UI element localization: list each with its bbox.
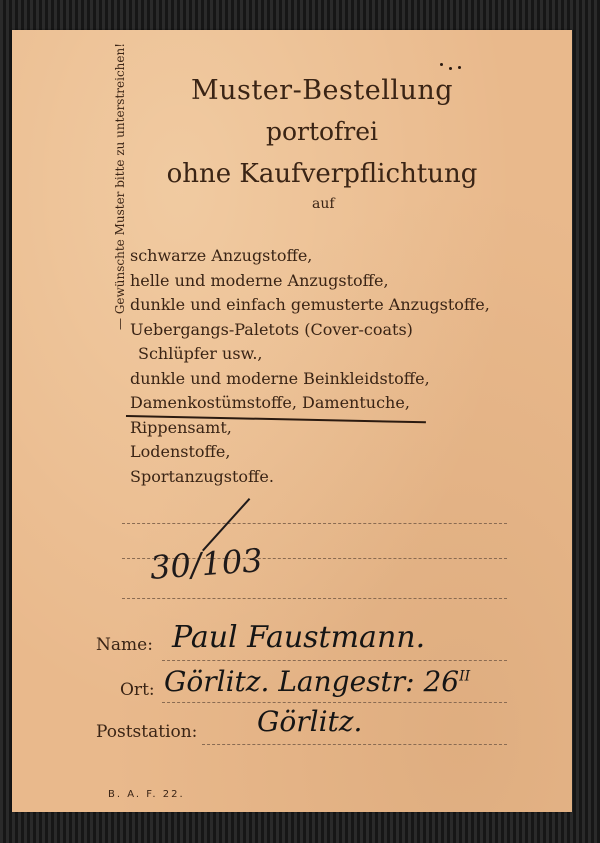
ink-speck bbox=[440, 63, 443, 66]
list-item: Rippensamt, bbox=[130, 417, 232, 437]
list-item: schwarze Anzugstoffe, bbox=[130, 246, 313, 265]
poststation-line bbox=[202, 744, 507, 745]
side-note-text: Gewünschte Muster bitte zu unterstreichen! bbox=[113, 42, 127, 315]
ort-value bbox=[164, 665, 470, 698]
ort-superscript: II bbox=[459, 668, 471, 685]
ort-value-text: Görlitz. Langestr: 26 bbox=[164, 665, 460, 698]
blank-line-1 bbox=[122, 523, 507, 524]
list-item: Schlüpfer usw., bbox=[138, 344, 263, 363]
list-item: Lodenstoffe, bbox=[130, 442, 231, 461]
side-note-dash: — bbox=[113, 314, 127, 330]
ink-speck bbox=[449, 67, 452, 70]
form-code: B. A. F. 22. bbox=[108, 789, 185, 800]
heading-title: Muster-Bestellung bbox=[190, 75, 454, 106]
list-item: Sportanzugstoffe. bbox=[130, 466, 274, 486]
ort-label: Ort: bbox=[120, 680, 155, 700]
side-note-vertical bbox=[113, 0, 131, 330]
list-item: helle und moderne Anzugstoffe, bbox=[130, 270, 389, 290]
fabric-list bbox=[130, 244, 550, 489]
name-line bbox=[162, 660, 507, 661]
list-item: Uebergangs-Paletots (Cover-coats) bbox=[130, 319, 413, 339]
name-label: Name: bbox=[96, 635, 153, 655]
heading-no-obligation: ohne Kaufverpflichtung bbox=[166, 159, 478, 189]
blank-line-3 bbox=[122, 598, 507, 599]
heading-postage: portofrei bbox=[265, 117, 379, 146]
list-item: dunkle und moderne Beinkleidstoffe, bbox=[130, 368, 430, 388]
heading-auf: auf bbox=[312, 196, 335, 212]
ink-speck bbox=[458, 66, 461, 69]
list-item: dunkle und einfach gemusterte Anzugstoffe, bbox=[130, 295, 490, 314]
list-item-underlined: Damenkostümstoffe, Damentuche, bbox=[130, 393, 410, 412]
name-value: Paul Faustmann. bbox=[172, 620, 426, 655]
order-postcard bbox=[12, 30, 572, 812]
ort-line bbox=[162, 702, 507, 703]
handwritten-number: 30/103 bbox=[148, 541, 264, 587]
poststation-label: Poststation: bbox=[96, 722, 198, 742]
poststation-value: Görlitz. bbox=[257, 705, 363, 738]
